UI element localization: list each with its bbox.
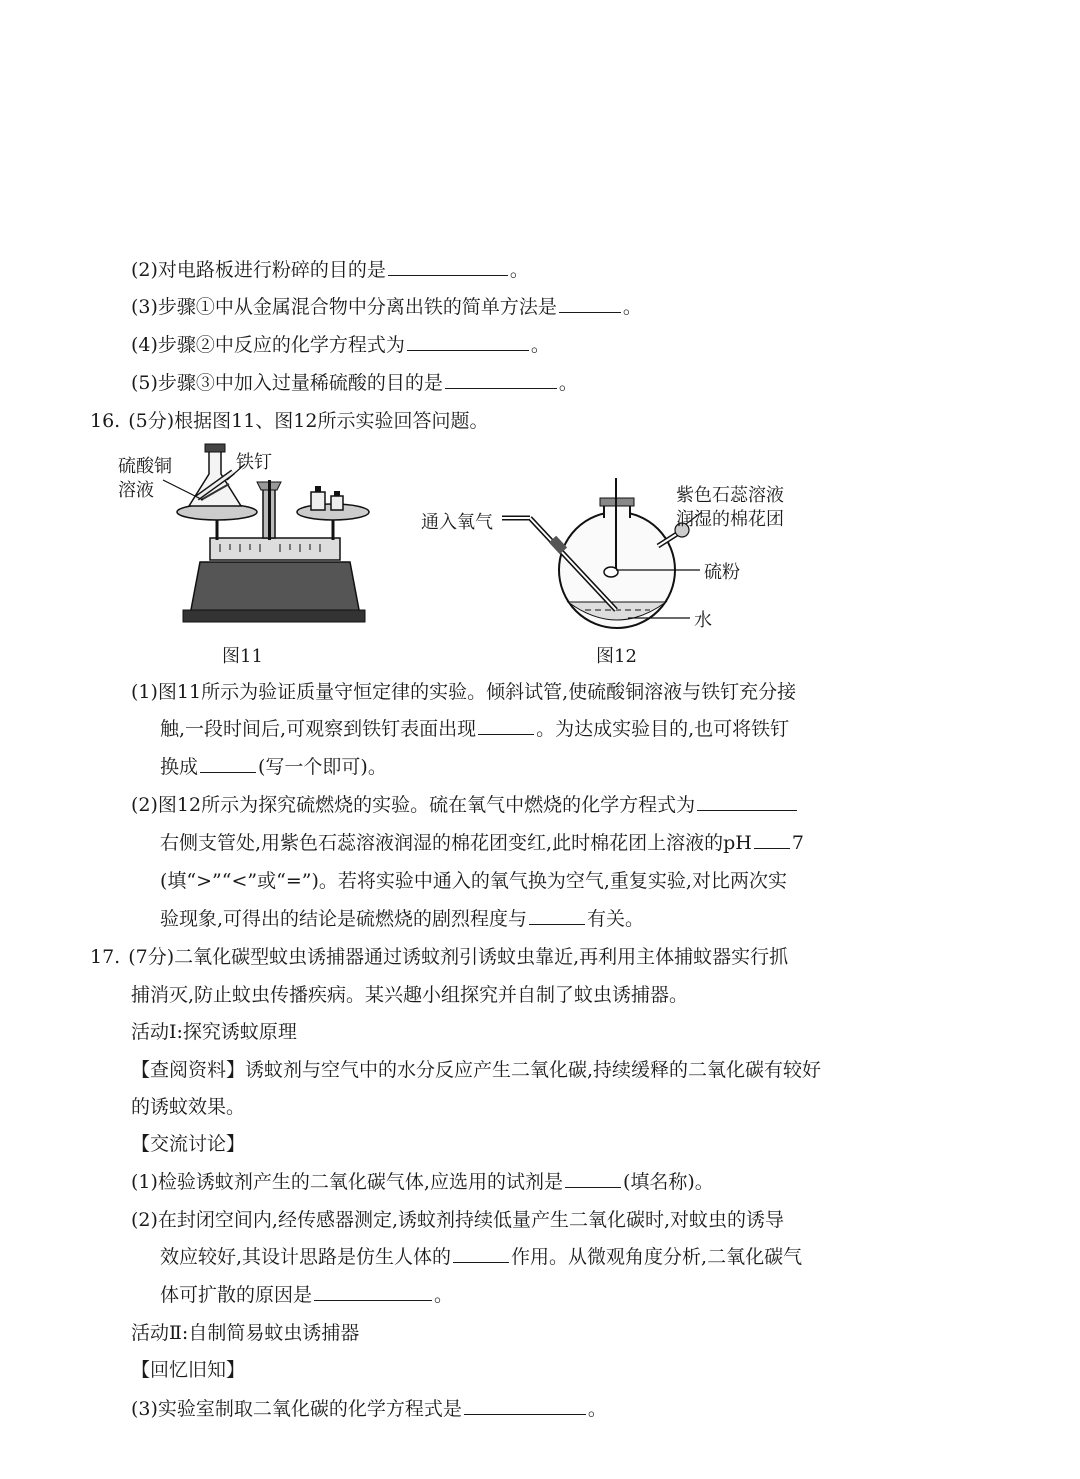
answer-blank[interactable] — [559, 294, 621, 313]
fig12-label-oxygen: 通入氧气 — [421, 512, 493, 533]
answer-blank[interactable] — [445, 370, 557, 389]
answer-blank[interactable] — [407, 332, 529, 351]
q17-part2-line2: 效应较好,其设计思路是仿生人体的 作用。从微观角度分析,二氧化碳气 — [160, 1246, 803, 1268]
answer-blank[interactable] — [478, 716, 534, 735]
answer-blank[interactable] — [388, 257, 508, 276]
q17-part1: (1)检验诱蚊剂产生的二氧化碳气体,应选用的试剂是 (填名称)。 — [131, 1171, 714, 1193]
question-number: 16. — [90, 410, 121, 432]
answer-blank[interactable] — [314, 1282, 432, 1301]
q15-part3-text: (3)步骤①中从金属混合物中分离出铁的简单方法是 — [131, 296, 557, 318]
q16-stem — [90, 408, 489, 434]
fig12-label-water: 水 — [694, 610, 712, 631]
answer-blank[interactable] — [200, 754, 256, 773]
q17-discussion: 【交流讨论】 — [131, 1133, 246, 1155]
q15-part4-text: (4)步骤②中反应的化学方程式为 — [131, 334, 405, 356]
answer-blank[interactable] — [464, 1396, 586, 1415]
q17-part3: (3)实验室制取二氧化碳的化学方程式是 。 — [131, 1398, 607, 1420]
fig12-label-cotton: 紫色石蕊溶液 润湿的棉花团 — [676, 485, 784, 530]
q17-activity1: 活动Ⅰ:探究诱蚊原理 — [131, 1021, 297, 1043]
q15-part5: (5)步骤③中加入过量稀硫酸的目的是 。 — [131, 372, 578, 394]
answer-blank[interactable] — [754, 830, 790, 849]
fig11-label-nail: 铁钉 — [236, 452, 272, 473]
q16-stem-text: (5分)根据图11、图12所示实验回答问题。 — [128, 410, 489, 432]
q15-part4: (4)步骤②中反应的化学方程式为 。 — [131, 334, 550, 356]
q17-stem-line2: 捕消灭,防止蚊虫传播疾病。某兴趣小组探究并自制了蚊虫诱捕器。 — [131, 984, 689, 1006]
q17-stem-line1: 17. (7分)二氧化碳型蚊虫诱捕器通过诱蚊剂引诱蚊虫靠近,再利用主体捕蚊器实行抓 — [90, 946, 789, 968]
fig12-label-sulfur: 硫粉 — [704, 562, 740, 583]
q16-part1-line2: 触,一段时间后,可观察到铁钉表面出现 。为达成实验目的,也可将铁钉 — [160, 718, 790, 740]
q17-recall: 【回忆旧知】 — [131, 1359, 246, 1381]
q15-part3: (3)步骤①中从金属混合物中分离出铁的简单方法是 。 — [131, 296, 642, 318]
q16-part2-line1: (2)图12所示为探究硫燃烧的实验。硫在氧气中燃烧的化学方程式为 — [131, 792, 799, 818]
q17-activity2: 活动Ⅱ:自制简易蚊虫诱捕器 — [131, 1322, 360, 1344]
answer-blank[interactable] — [697, 792, 797, 811]
fig11-label-solution: 硫酸铜 溶液 — [118, 456, 172, 501]
question-number: 17. — [90, 946, 121, 968]
q17-reference-line1: 【查阅资料】诱蚊剂与空气中的水分反应产生二氧化碳,持续缓释的二氧化碳有较好 — [131, 1059, 822, 1081]
q15-part2: (2)对电路板进行粉碎的目的是 。 — [131, 259, 529, 281]
q16-part1-line1: (1)图11所示为验证质量守恒定律的实验。倾斜试管,使硫酸铜溶液与铁钉充分接 — [131, 681, 797, 703]
answer-blank[interactable] — [453, 1244, 509, 1263]
q15-part2-text: (2)对电路板进行粉碎的目的是 — [131, 259, 386, 281]
q17-reference-line2: 的诱蚊效果。 — [131, 1096, 246, 1118]
q16-part2-line2: 右侧支管处,用紫色石蕊溶液润湿的棉花团变红,此时棉花团上溶液的pH 7 — [160, 832, 804, 854]
fig12-caption: 图12 — [596, 646, 637, 667]
q16-part2-line3: (填“>”“<”或“=”)。若将实验中通入的氧气换为空气,重复实验,对比两次实 — [160, 870, 787, 892]
q17-part2-line3: 体可扩散的原因是 。 — [160, 1284, 454, 1306]
answer-blank[interactable] — [529, 906, 585, 925]
fig11-caption: 图11 — [222, 646, 263, 667]
q16-part1-line3: 换成 (写一个即可)。 — [160, 756, 387, 778]
answer-blank[interactable] — [565, 1169, 621, 1188]
q15-part5-text: (5)步骤③中加入过量稀硫酸的目的是 — [131, 372, 443, 394]
q16-part2-line4: 验现象,可得出的结论是硫燃烧的剧烈程度与 有关。 — [160, 908, 645, 930]
q17-part2-line1: (2)在封闭空间内,经传感器测定,诱蚊剂持续低量产生二氧化碳时,对蚊虫的诱导 — [131, 1209, 785, 1231]
